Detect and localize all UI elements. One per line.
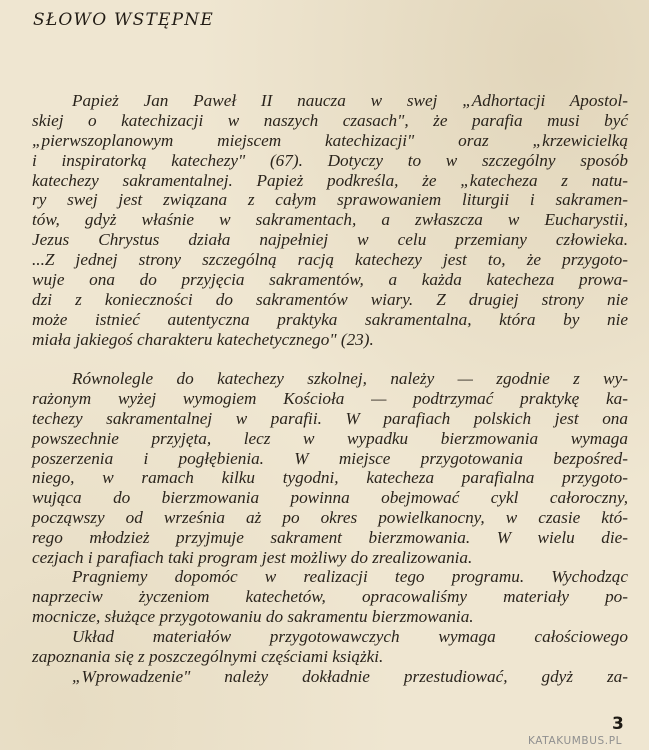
paragraph-4 (32, 627, 628, 667)
paragraph-2 (32, 369, 628, 568)
text-line: zapoznania się z poszczególnymi częściami książki. (32, 646, 384, 666)
text-line: miała jakiegoś charakteru katechetycznego" (23). (32, 329, 374, 349)
text-line: ry swej jest związana z całym sprawowaniem liturgii i sakramen- (32, 190, 628, 210)
text-line: Równolegle do katechezy szkolnej, należy — zgodnie z wy- (72, 369, 628, 388)
text-line: mocnicze, służące przygotowaniu do sakramentu bierzmowania. (32, 606, 474, 626)
paragraph-1 (32, 91, 628, 350)
watermark: KATAKUMBUS.PL (528, 735, 623, 747)
text-line: „Wprowadzenie" należy dokładnie przestudiować, gdyż za- (72, 667, 628, 686)
text-line: wuje ona do przyjęcia sakramentów, a każda katecheza prowa- (32, 270, 628, 290)
text-line: „pierwszoplanowym miejscem katechizacji" oraz „krzewicielką (32, 130, 628, 150)
text-line: techezy sakramentalnej w parafii. W parafiach polskich jest ona (32, 408, 628, 428)
text-line: cezjach i parafiach taki program jest możliwy do zrealizowania. (32, 548, 473, 568)
page-number: 3 (612, 714, 624, 734)
text-line: może istnieć autentyczna praktyka sakramentalna, która by nie (32, 309, 628, 329)
text-line: katechezy sakramentalnej. Papież podkreśla, że „katecheza z natu- (32, 170, 628, 190)
paragraph-5 (32, 667, 628, 687)
text-line: skiej o katechizacji w naszych czasach", że parafia musi być (32, 110, 628, 130)
text-line: dzi z konieczności do sakramentów wiary. Z drugiej strony nie (32, 289, 628, 309)
text-line: rego młodzież przyjmuje sakrament bierzmowania. W wielu die- (32, 528, 628, 548)
page-heading: SŁOWO WSTĘPNE (33, 10, 214, 30)
text-line: ...Z jednej strony szczególną racją katechezy jest to, że przygoto- (32, 250, 628, 270)
text-line: Układ materiałów przygotowawczych wymaga całościowego (72, 627, 628, 646)
paragraph-3 (32, 567, 628, 627)
text-line: Jezus Chrystus działa najpełniej w celu przemiany człowieka. (32, 230, 628, 250)
text-line: począwszy od września aż po okres powielkanocny, w czasie któ- (32, 508, 628, 528)
text-line: powszechnie przyjęta, lecz w wypadku bierzmowania wymaga (32, 428, 628, 448)
text-line: i inspiratorką katechezy" (67). Dotyczy to w szczególny sposób (32, 150, 628, 170)
text-line: rażonym wyżej wymogiem Kościoła — podtrzymać praktykę ka- (32, 388, 628, 408)
text-line: naprzeciw życzeniom katechetów, opracowaliśmy materiały po- (32, 586, 628, 606)
text-line: niego, w ramach kilku tygodni, katecheza parafialna przygoto- (32, 468, 628, 488)
text-line: Pragniemy dopomóc w realizacji tego programu. Wychodząc (72, 567, 628, 586)
text-line: poszerzenia i pogłębienia. W miejsce przygotowania bezpośred- (32, 448, 628, 468)
text-line: Papież Jan Paweł II naucza w swej „Adhortacji Apostol- (72, 91, 628, 110)
text-line: tów, gdyż właśnie w sakramentach, a zwłaszcza w Eucharystii, (32, 210, 628, 230)
text-line: wująca do bierzmowania powinna obejmować cykl całoroczny, (32, 488, 628, 508)
